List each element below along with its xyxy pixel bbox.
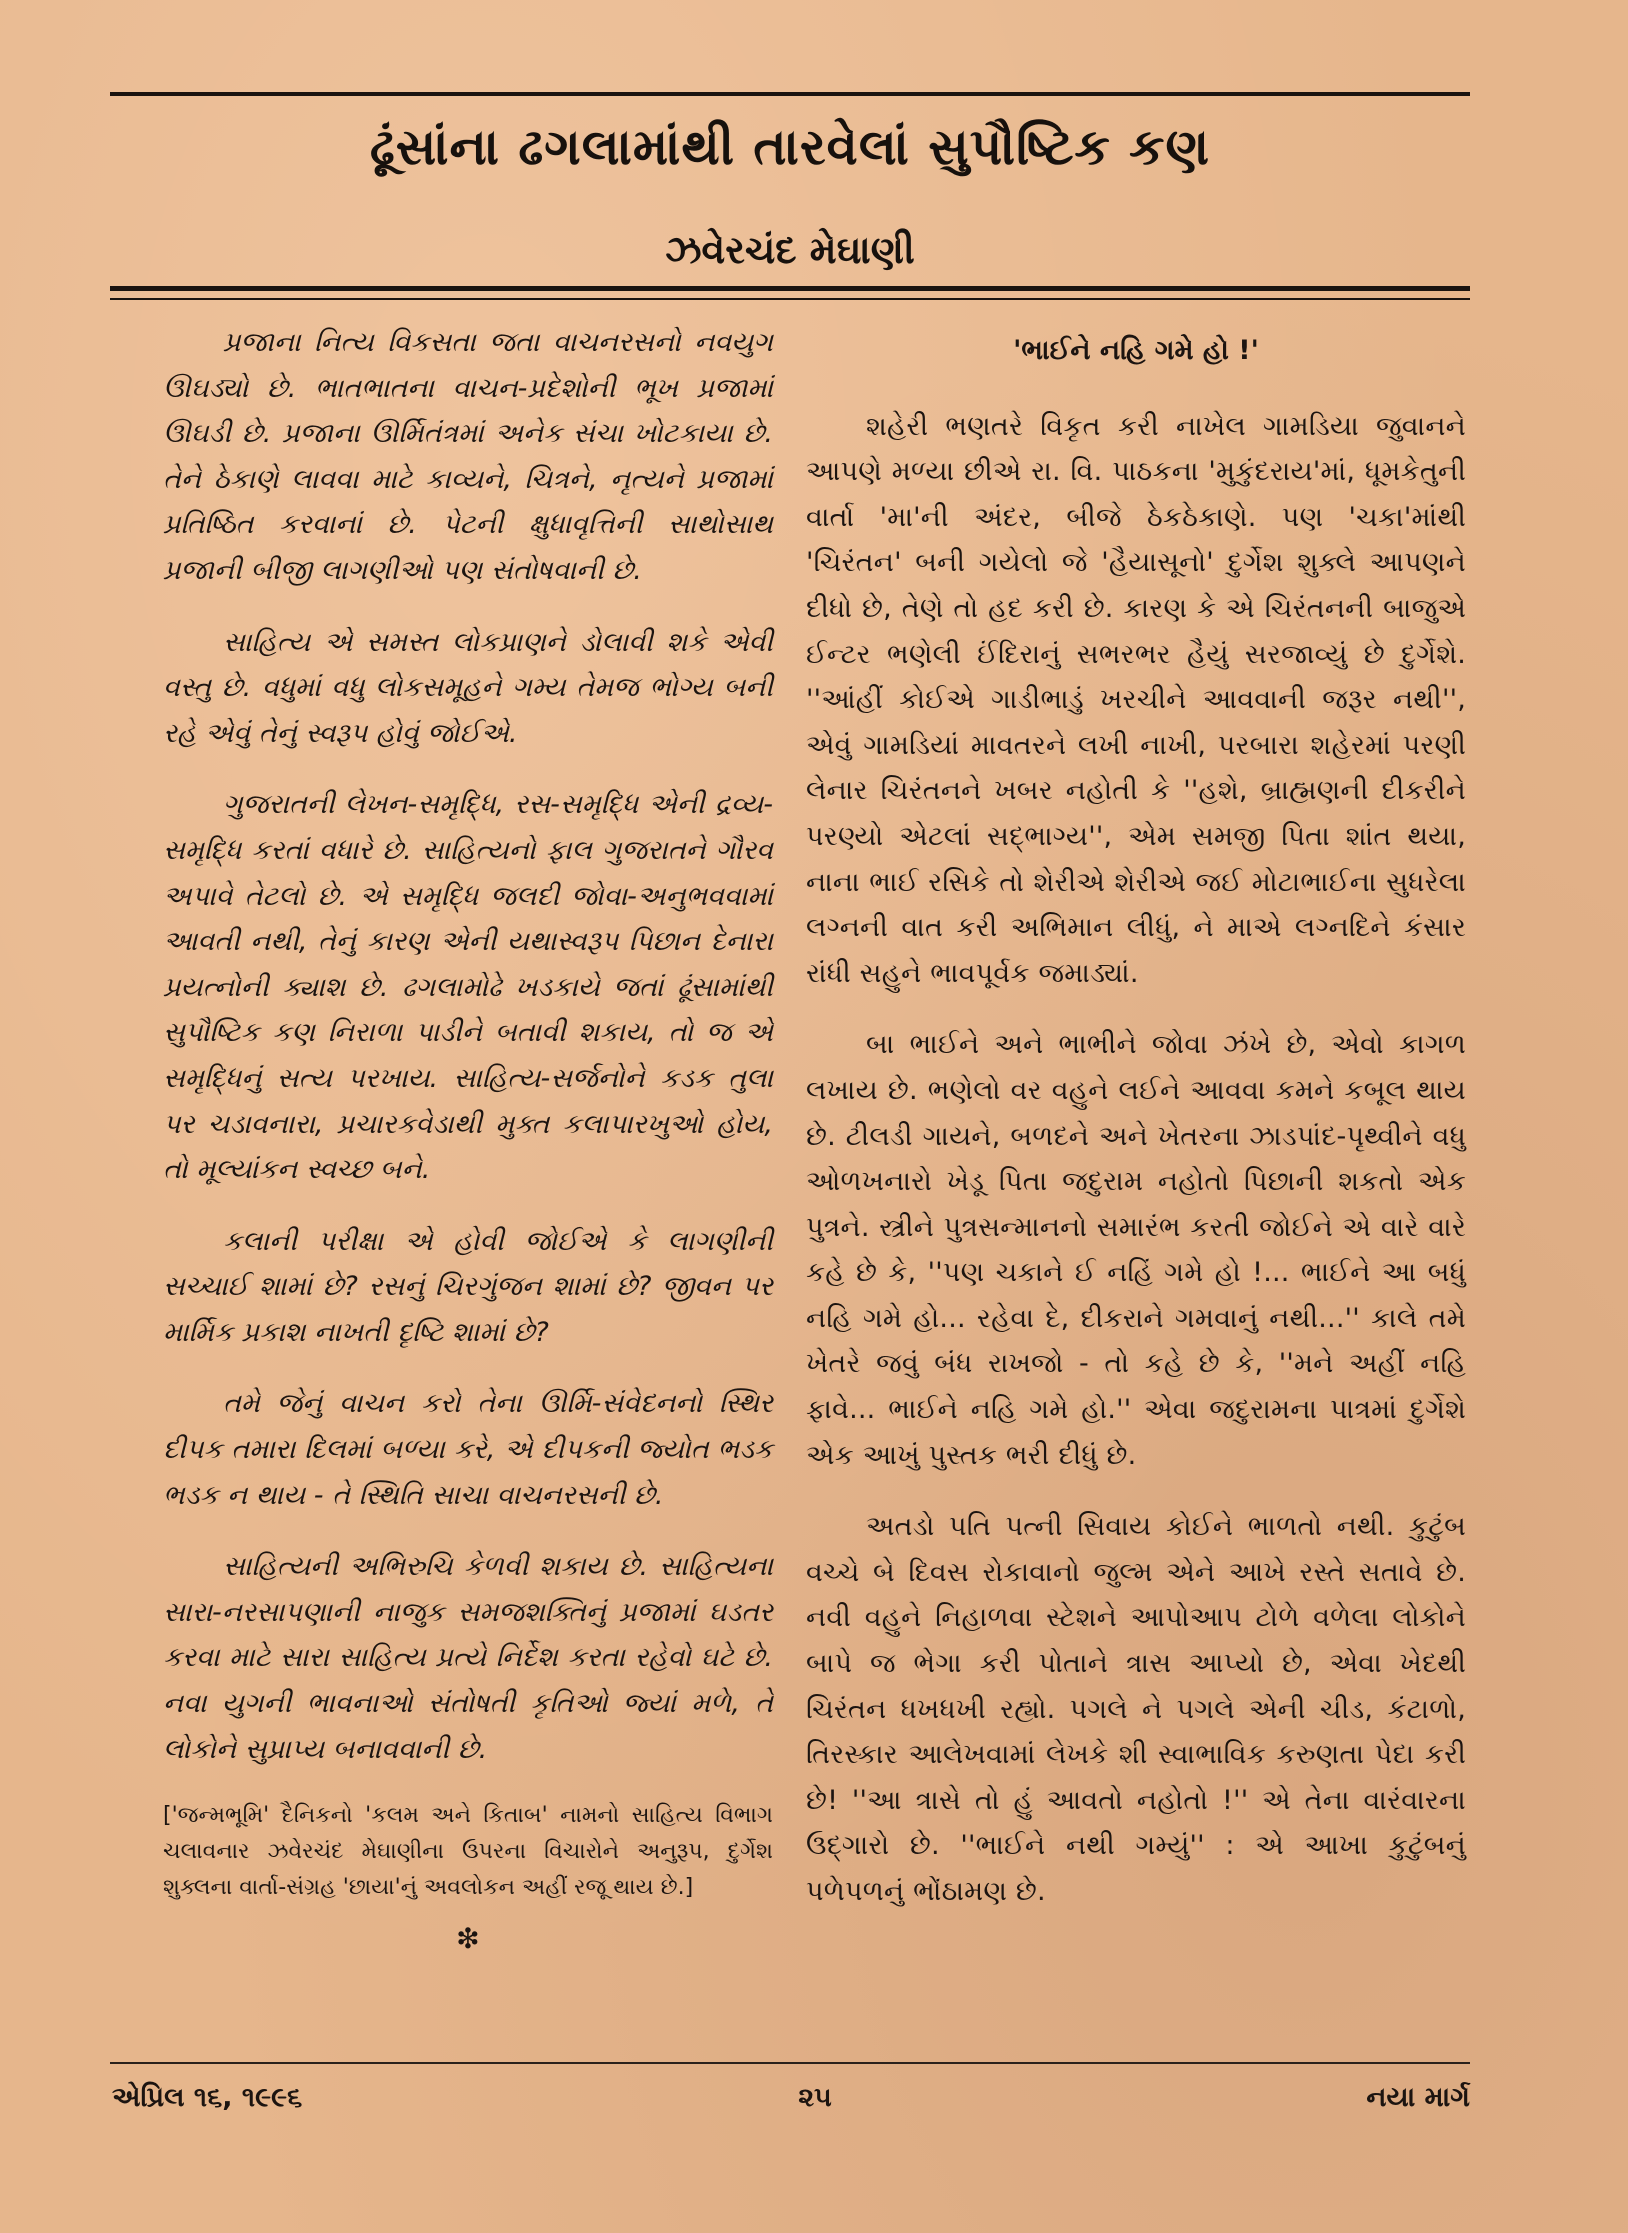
- page-number: ૨૫: [798, 2082, 832, 2113]
- right-paragraph-1: શહેરી ભણતરે વિકૃત કરી નાખેલ ગામડિયા જુવાનને આપણે મળ્યા છીએ રા. વિ. પાઠકના 'મુકુંદરાય'માં, ધૂમકેતુની વાર્તા 'મા'ની અંદર, બીજે ઠેકઠેકાણે. પણ 'ચકા'માંથી 'ચિરંતન' બની ગયેલો જે 'હૈયાસૂનો' દુર્ગેશ શુક્લે આપણને દીધો છે, તેણે તો હદ કરી છે. કારણ કે એ ચિરંતનની બાજુએ ઈન્ટર ભણેલી ઈંદિરાનું સભરભર હૈયું સરજાવ્યું છે દુર્ગેશે. ''આંહીં કોઈએ ગાડીભાડું ખરચીને આવવાની જરૂર નથી'', એવું ગામડિયાં માવતરને લખી નાખી, પરબારા શહેરમાં પરણી લેનાર ચિરંતનને ખબર નહોતી કે ''હશે, બ્રાહ્મણની દીકરીને પરણ્યો એટલાં સદ્ભાગ્ય'', એમ સમજી પિતા શાંત થયા, નાના ભાઈ રસિકે તો શેરીએ શેરીએ જઈ મોટાભાઈના સુધરેલા લગ્નની વાત કરી અભિમાન લીધું, ને માએ લગ્નદિને કંસાર રાંધી સહુને ભાવપૂર્વક જમાડ્યાં.: [806, 410, 1466, 989]
- left-paragraph-6: સાહિત્યની અભિરુચિ કેળવી શકાય છે. સાહિત્યના સારા-નરસાપણાની નાજુક સમજશક્તિનું પ્રજામાં ઘડતર કરવા માટે સારા સાહિત્ય પ્રત્યે નિર્દેશ કરતા રહેવો ઘટે છે. નવા યુગની ભાવનાઓ સંતોષતી કૃતિઓ જ્યાં મળે, તે લોકોને સુપ્રાપ્ય બનાવવાની છે.: [163, 1551, 773, 1765]
- publication-name: નયા માર્ગ: [1366, 2082, 1470, 2113]
- ornament-icon: ❇: [456, 1922, 480, 1956]
- left-paragraph-1: પ્રજાના નિત્ય વિકસતા જતા વાચનરસનો નવયુગ ઊઘડ્યો છે. ભાતભાતના વાચન-પ્રદેશોની ભૂખ પ્રજામાં ઊઘડી છે. પ્રજાના ઊર્મિતંત્રમાં અનેક સંચા ખોટકાયા છે. તેને ઠેકાણે લાવવા માટે કાવ્યને, ચિત્રને, નૃત્યને પ્રજામાં પ્રતિષ્ઠિત કરવાનાં છે. પેટની ક્ષુધાવૃત્તિની સાથોસાથ પ્રજાની બીજી લાગણીઓ પણ સંતોષવાની છે.: [163, 327, 773, 586]
- footer-rule: [110, 2062, 1470, 2064]
- editor-note: ['જન્મભૂમિ' દૈનિકનો 'કલમ અને કિતાબ' નામનો સાહિત્ય વિભાગ ચલાવનાર ઝવેરચંદ મેઘાણીના ઉપરના વિચારોને અનુરૂપ, દુર્ગેશ શુક્લના વાર્તા-સંગ્રહ 'છાયા'નું અવલોકન અહીં રજૂ થાય છે.]: [163, 1803, 774, 1901]
- left-paragraph-3: ગુજરાતની લેખન-સમૃદ્ધિ, રસ-સમૃદ્ધિ એની દ્રવ્ય-સમૃદ્ધિ કરતાં વધારે છે. સાહિત્યનો ફાલ ગુજરાતને ગૌરવ અપાવે તેટલો છે. એ સમૃદ્ધિ જલદી જોવા-અનુભવવામાં આવતી નથી, તેનું કારણ એની યથાસ્વરૂપ પિછાન દેનારા પ્રયત્નોની ક્યાશ છે. ઢગલામોઢે ખડકાયે જતાં ઢૂંસામાંથી સુપૌષ્ટિક કણ નિરાળા પાડીને બતાવી શકાય, તો જ એ સમૃદ્ધિનું સત્ય પરખાય. સાહિત્ય-સર્જનોને કડક તુલા પર ચડાવનારા, પ્રચારકવેડાથી મુક્ત કલાપારખુઓ હોય, તો મૂલ્યાંકન સ્વચ્છ બને.: [163, 789, 773, 1186]
- left-paragraph-4: કલાની પરીક્ષા એ હોવી જોઈએ કે લાગણીની સચ્ચાઈ શામાં છે? રસનું ચિરગુંજન શામાં છે? જીવન પર માર્મિક પ્રકાશ નાખતી દૃષ્ટિ શામાં છે?: [163, 1225, 773, 1348]
- article-author: ઝવેરચંદ મેઘાણી: [665, 228, 915, 272]
- left-paragraph-5: તમે જેનું વાચન કરો તેના ઊર્મિ-સંવેદનનો સ્થિર દીપક તમારા દિલમાં બળ્યા કરે, એ દીપકની જ્યોત ભડક ભડક ન થાય - તે સ્થિતિ સાચા વાચનરસની છે.: [163, 1388, 773, 1511]
- left-column: [163, 320, 773, 1962]
- header-top-rule: [110, 92, 1470, 96]
- right-paragraph-2: બા ભાઈને અને ભાભીને જોવા ઝંખે છે, એવો કાગળ લખાય છે. ભણેલો વર વહુને લઈને આવવા કમને કબૂલ થાય છે. ટીલડી ગાયને, બળદને અને ખેતરના ઝાડપાંદ-પૃથ્વીને વધુ ઓળખનારો ખેડૂ પિતા જદુરામ નહોતો પિછાની શકતો એક પુત્રને. સ્ત્રીને પુત્રસન્માનનો સમારંભ કરતી જોઈને એ વારે વારે કહે છે કે, ''પણ ચકાને ઈ નહિં ગમે હો !... ભાઈને આ બધું નહિ ગમે હો... રહેવા દે, દીકરાને ગમવાનું નથી...'' કાલે તમે ખેતરે જવું બંધ રાખજો - તો કહે છે કે, ''મને અહીં નહિ ફાવે... ભાઈને નહિ ગમે હો.'' એવા જદુરામના પાત્રમાં દુર્ગેશે એક આખું પુસ્તક ભરી દીધું છે.: [806, 1029, 1466, 1471]
- left-paragraph-2: સાહિત્ય એ સમસ્ત લોકપ્રાણને ડોલાવી શકે એવી વસ્તુ છે. વધુમાં વધુ લોકસમૂહને ગમ્ય તેમજ ભોગ્ય બની રહે એવું તેનું સ્વરૂપ હોવું જોઈએ.: [163, 626, 773, 749]
- header-bottom-rule-thick: [110, 286, 1470, 291]
- header-bottom-rule-thin: [110, 298, 1470, 300]
- right-paragraph-3: અતડો પતિ પત્ની સિવાય કોઈને ભાળતો નથી. કુટુંબ વચ્ચે બે દિવસ રોકાવાનો જુલ્મ એને આખે રસ્તે સતાવે છે. નવી વહુને નિહાળવા સ્ટેશને આપોઆપ ટોળે વળેલા લોકોને બાપે જ ભેગા કરી પોતાને ત્રાસ આપ્યો છે, એવા ખેદથી ચિરંતન ધખધખી રહ્યો. પગલે ને પગલે એની ચીડ, કંટાળો, તિરસ્કાર આલેખવામાં લેખકે શી સ્વાભાવિક કરુણતા પેદા કરી છે! ''આ ત્રાસે તો હું આવતો નહોતો !'' એ તેના વારંવારના ઉદ્ગારો છે. ''ભાઈને નથી ગમ્યું'' : એ આખા કુટુંબનું પળેપળનું ભોંઠામણ છે.: [806, 1511, 1466, 1907]
- section-heading: 'ભાઈને નહિ ગમે હો !': [1013, 335, 1259, 366]
- right-column: [806, 320, 1466, 1941]
- footer-date: એપ્રિલ ૧૬, ૧૯૯૬: [112, 2082, 303, 2113]
- article-title: ઢૂંસાંના ઢગલામાંથી તારવેલાં સુપૌષ્ટિક કણ: [369, 118, 1211, 176]
